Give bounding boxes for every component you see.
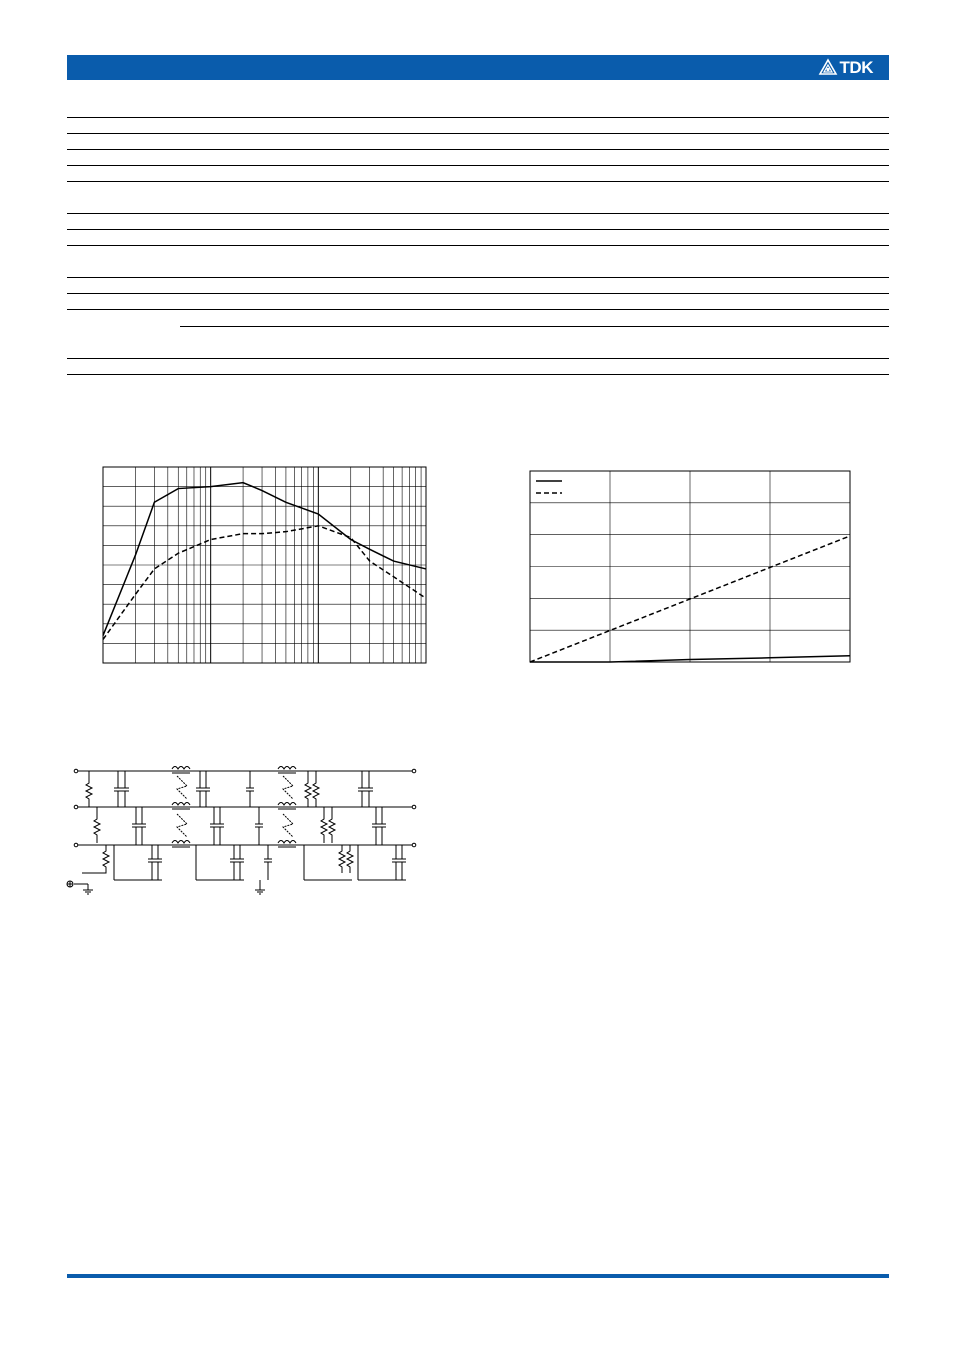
header-bar [67,55,889,80]
footer-bar [67,1274,889,1278]
legend-box [532,473,608,499]
protective-earth-icon [67,881,73,887]
series-line-2 [103,526,426,640]
brand-name: TDK [839,57,873,77]
series-line-1 [103,483,426,636]
attenuation-chart [103,467,426,663]
tdk-logo-icon [819,59,837,77]
tdk-logo [819,58,873,77]
filter-schematic [62,762,422,902]
linear-chart [530,471,850,662]
